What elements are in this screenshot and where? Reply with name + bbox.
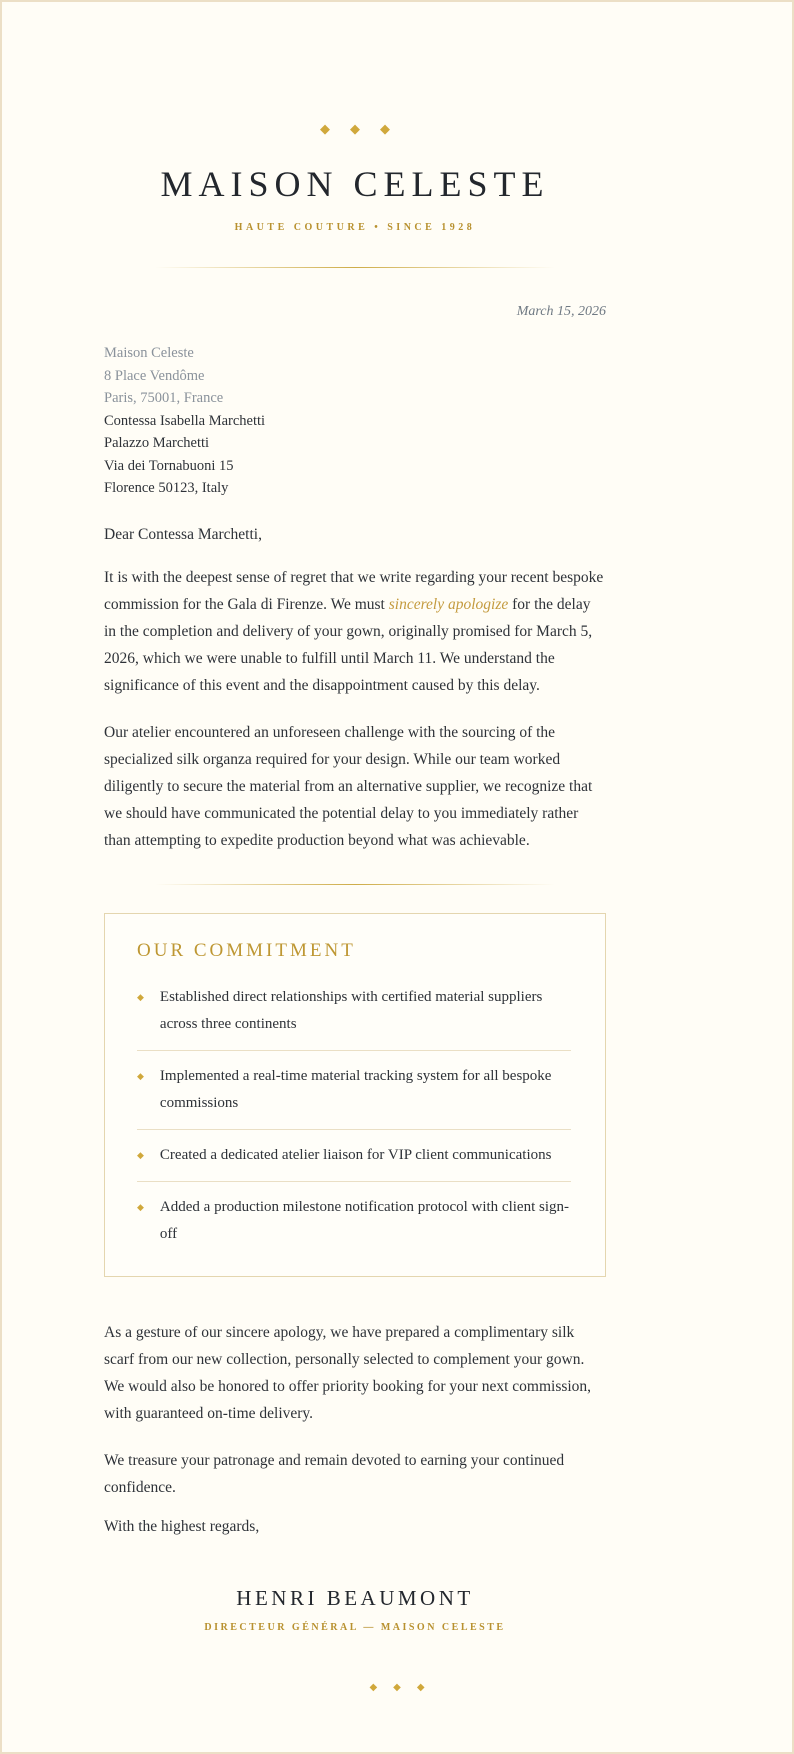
commitment-list — [137, 972, 571, 1260]
list-item-text: Created a dedicated atelier liaison for VIP client communications — [159, 1146, 552, 1163]
list-item — [137, 1130, 571, 1182]
letter-content — [2, 2, 792, 1633]
letter-date: March 15, 2026 — [516, 304, 606, 319]
diamond-icon: ◆ — [380, 121, 390, 136]
paragraph-text: It is with the deepest sense of regret that we write regarding your recent bespoke commission for the Gala di Firenze. We must — [104, 568, 604, 613]
address-block — [104, 342, 606, 500]
list-item-text: Implemented a real-time material tracking system for all bespoke commissions — [159, 1067, 552, 1111]
diamond-icon: ◆ — [320, 121, 330, 136]
apology-highlight: sincerely apologize — [388, 595, 509, 613]
section-divider — [155, 884, 555, 885]
gesture-paragraph: As a gesture of our sincere apology, we have prepared a complimentary silk scarf from our new collection, personally selected to complement your gown. We would also be honored to offer priority booking for your next commission, with guaranteed on-time delivery. — [104, 1323, 592, 1422]
list-item — [137, 1051, 571, 1130]
brand-name: MAISON CELESTE — [160, 164, 550, 204]
header-divider — [155, 267, 555, 268]
commitment-title: OUR COMMITMENT — [137, 939, 356, 961]
footer-ornament — [2, 1683, 792, 1693]
diamond-bullet-icon: ◆ — [137, 1070, 144, 1081]
diamond-icon: ◆ — [393, 1681, 401, 1693]
diamond-bullet-icon: ◆ — [137, 1201, 144, 1212]
recipient-address-line: Florence 50123, Italy — [104, 480, 229, 496]
closing-line: With the highest regards, — [104, 1517, 260, 1535]
diamond-icon: ◆ — [350, 121, 360, 136]
diamond-bullet-icon: ◆ — [137, 1149, 144, 1160]
list-item-text: Added a production milestone notification protocol with client sign-off — [159, 1198, 570, 1242]
sender-address-line: Maison Celeste — [104, 345, 194, 361]
patronage-paragraph: We treasure your patronage and remain devoted to earning your continued confidence. — [104, 1451, 565, 1496]
recipient-address-line: Contessa Isabella Marchetti — [104, 412, 266, 429]
list-item — [137, 972, 571, 1051]
brand-tagline: HAUTE COUTURE • SINCE 1928 — [234, 222, 476, 233]
list-item-text: Established direct relationships with certified material suppliers across three continents — [159, 988, 543, 1032]
recipient-address-line: Palazzo Marchetti — [104, 435, 210, 451]
diamond-bullet-icon: ◆ — [137, 991, 144, 1002]
recipient-address-line: Via dei Tornabuoni 15 — [104, 457, 234, 474]
paragraph-text: for the delay in the completion and delivery of your gown, originally promised for March 5, 2026, which we were unable to fulfill until March 11. We understand the significance of this event and the disappointment caused by this delay. — [104, 595, 593, 694]
opening-paragraph — [104, 564, 606, 699]
commitment-box — [104, 913, 606, 1277]
diamond-icon: ◆ — [369, 1681, 378, 1693]
sender-address-line: Paris, 75001, France — [104, 390, 224, 406]
diamond-icon: ◆ — [416, 1681, 425, 1693]
header-ornament — [104, 2, 606, 135]
list-item — [137, 1182, 571, 1260]
explanation-paragraph: Our atelier encountered an unforeseen challenge with the sourcing of the specialized silk organza required for your design. While our team worked diligently to secure the material from an alternative supplier, we recognize that we should have communicated the potential delay to you immediately rather than attempting to expedite production beyond what was achievable. — [104, 723, 593, 849]
salutation: Dear Contessa Marchetti, — [104, 525, 262, 543]
signature-block — [104, 1586, 606, 1633]
sender-address-line: 8 Place Vendôme — [104, 367, 205, 384]
signature-title: DIRECTEUR GÉNÉRAL — MAISON CELESTE — [204, 1621, 506, 1633]
letterhead — [104, 2, 606, 268]
signature-name: HENRI BEAUMONT — [236, 1585, 474, 1610]
